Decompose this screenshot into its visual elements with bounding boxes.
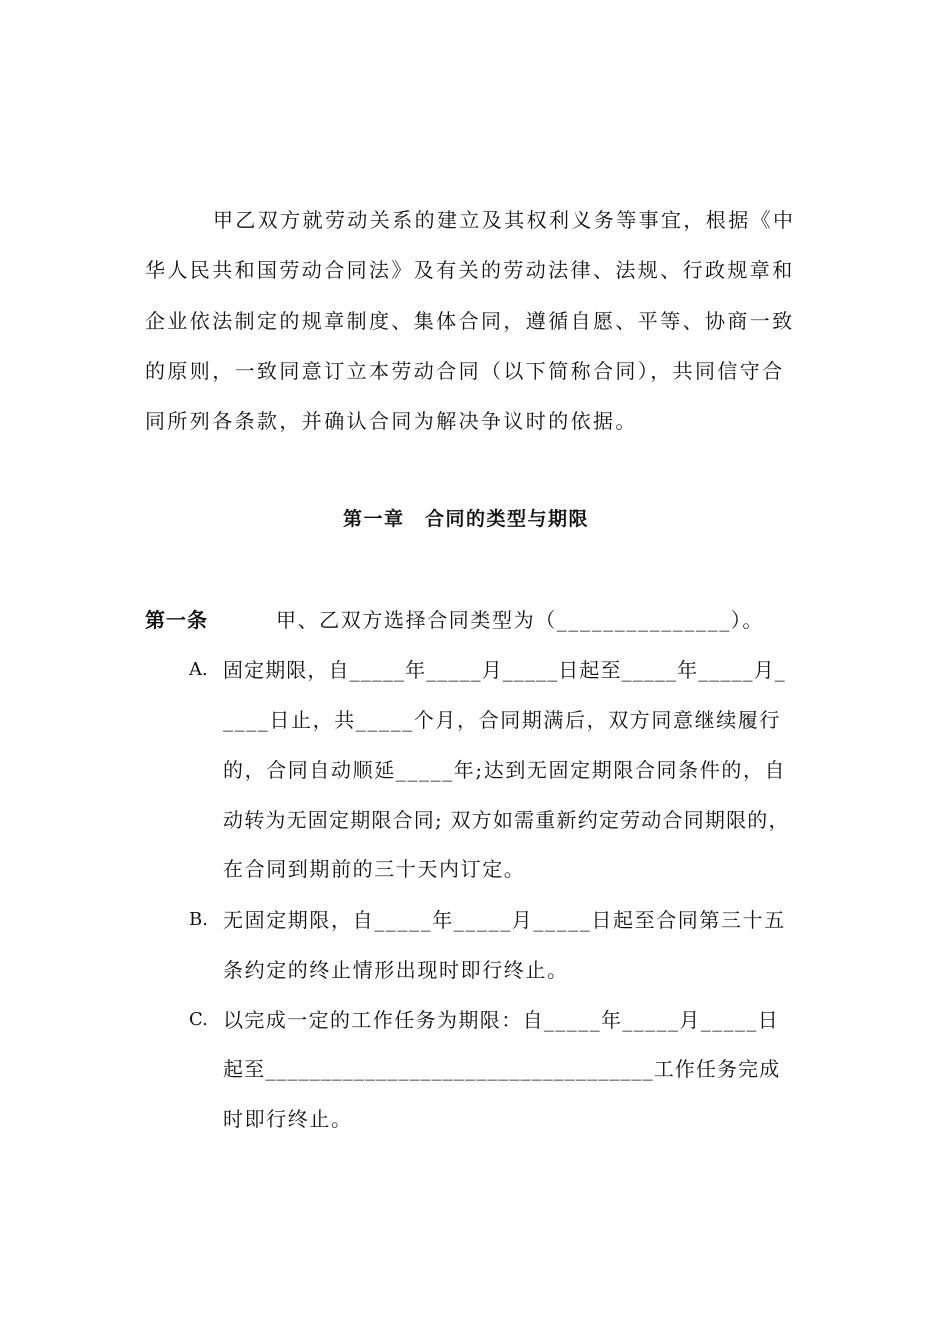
option-line: 起至___________________________________工作任务完成 [223, 1057, 781, 1081]
option-marker: B. [189, 909, 208, 930]
option-line: 时即行终止。 [223, 1107, 353, 1131]
preamble-line: 华人民共和国劳动合同法》及有关的劳动法律、法规、行政规章和 [145, 258, 795, 282]
article-text: 甲、乙双方选择合同类型为（_______________）。 [276, 608, 764, 632]
option-marker: A. [189, 659, 208, 680]
option-line: 的，合同自动顺延_____年;达到无固定期限合同条件的，自 [223, 758, 787, 782]
option-line: 动转为无固定期限合同; 双方如需重新约定劳动合同期限的， [223, 808, 790, 832]
option-line: 以完成一定的工作任务为期限：自_____年_____月_____日 [223, 1008, 780, 1032]
article-label: 第一条 [145, 608, 208, 632]
preamble-line: 的原则，一致同意订立本劳动合同（以下简称合同），共同信守合 [145, 359, 785, 383]
preamble-line: 企业依法制定的规章制度、集体合同，遵循自愿、平等、协商一致 [145, 309, 795, 333]
preamble-line: 甲乙双方就劳动关系的建立及其权利义务等事宜，根据《中 [213, 208, 796, 232]
chapter-title: 第一章 合同的类型与期限 [343, 508, 590, 530]
preamble-line: 同所列各条款，并确认合同为解决争议时的依据。 [145, 409, 638, 433]
option-line: 固定期限，自_____年_____月_____日起至_____年_____月_ [223, 658, 786, 682]
option-line: 无固定期限，自_____年_____月_____日起至合同第三十五 [223, 908, 786, 932]
option-line: 条约定的终止情形出现时即行终止。 [223, 958, 569, 982]
option-line: 在合同到期前的三十天内订定。 [223, 857, 526, 881]
option-marker: C. [189, 1009, 208, 1030]
option-line: ____日止，共_____个月，合同期满后，双方同意继续履行 [223, 708, 781, 732]
